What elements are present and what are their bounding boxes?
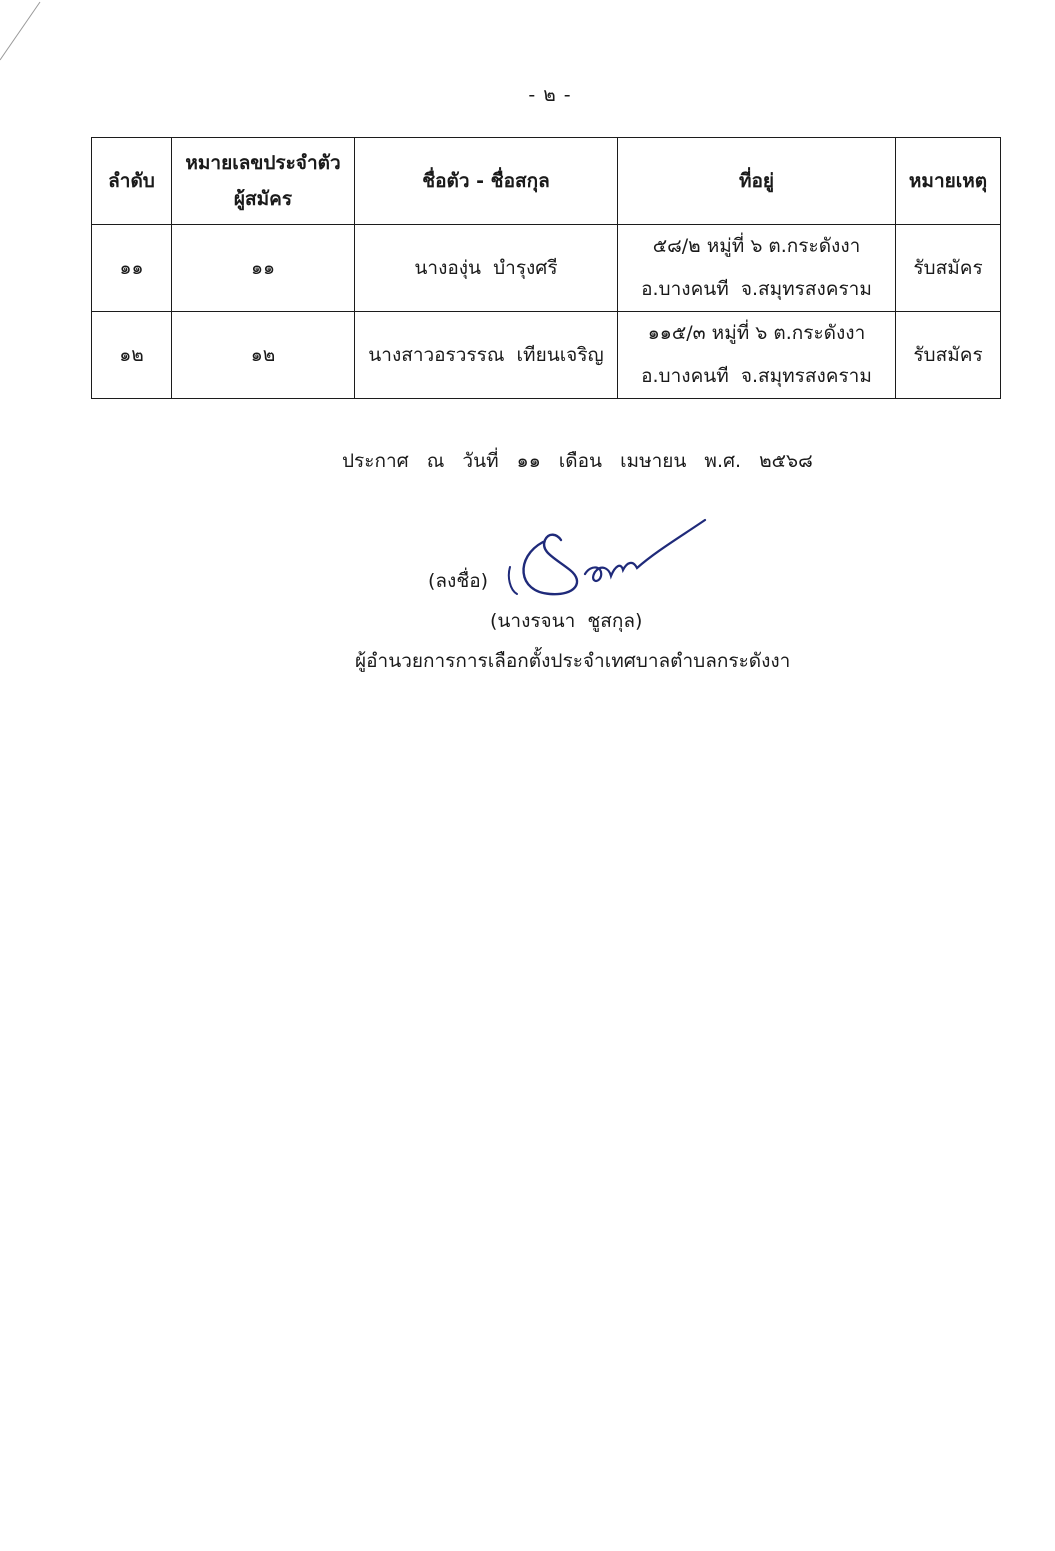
header-name: ชื่อตัว - ชื่อสกุล (355, 138, 618, 225)
address-line2: อ.บางคนที จ.สมุทรสงคราม (641, 278, 872, 300)
header-address: ที่อยู่ (618, 138, 896, 225)
cell-applicant-id: ๑๑ (172, 225, 355, 312)
table-row (92, 225, 1001, 312)
signer-name: (นางรจนา ชูสกุล) (490, 610, 643, 632)
cell-order: ๑๑ (92, 225, 172, 312)
header-remark: หมายเหตุ (896, 138, 1001, 225)
address-line2: อ.บางคนที จ.สมุทรสงคราม (641, 365, 872, 387)
address-line1: ๑๑๕/๓ หมู่ที่ ๖ ต.กระดังงา (647, 322, 866, 344)
page-number: - ๒ - (528, 84, 572, 106)
table-header-row (92, 138, 1001, 225)
scan-edge-mark (0, 0, 60, 80)
candidate-table (91, 137, 1001, 399)
announcement-date: ประกาศ ณ วันที่ ๑๑ เดือน เมษายน พ.ศ. ๒๕๖๘ (342, 450, 813, 472)
cell-applicant-id: ๑๒ (172, 312, 355, 399)
header-applicant-id-line2: ผู้สมัคร (233, 188, 293, 210)
cell-name: นางสาวอรวรรณ เทียนเจริญ (355, 312, 618, 399)
cell-remark: รับสมัคร (896, 225, 1001, 312)
sign-label: (ลงชื่อ) (428, 570, 489, 592)
cell-order: ๑๒ (92, 312, 172, 399)
cell-address (618, 312, 896, 399)
address-line1: ๕๘/๒ หมู่ที่ ๖ ต.กระดังงา (652, 235, 861, 257)
header-order: ลำดับ (92, 138, 172, 225)
handwritten-signature (505, 512, 715, 602)
cell-address (618, 225, 896, 312)
table-row (92, 312, 1001, 399)
cell-name: นางองุ่น บำรุงศรี (355, 225, 618, 312)
header-applicant-id-line1: หมายเลขประจำตัว (185, 152, 341, 174)
cell-remark: รับสมัคร (896, 312, 1001, 399)
signer-title: ผู้อำนวยการการเลือกตั้งประจำเทศบาลตำบลกระดังงา (355, 650, 791, 672)
header-applicant-id (172, 138, 355, 225)
